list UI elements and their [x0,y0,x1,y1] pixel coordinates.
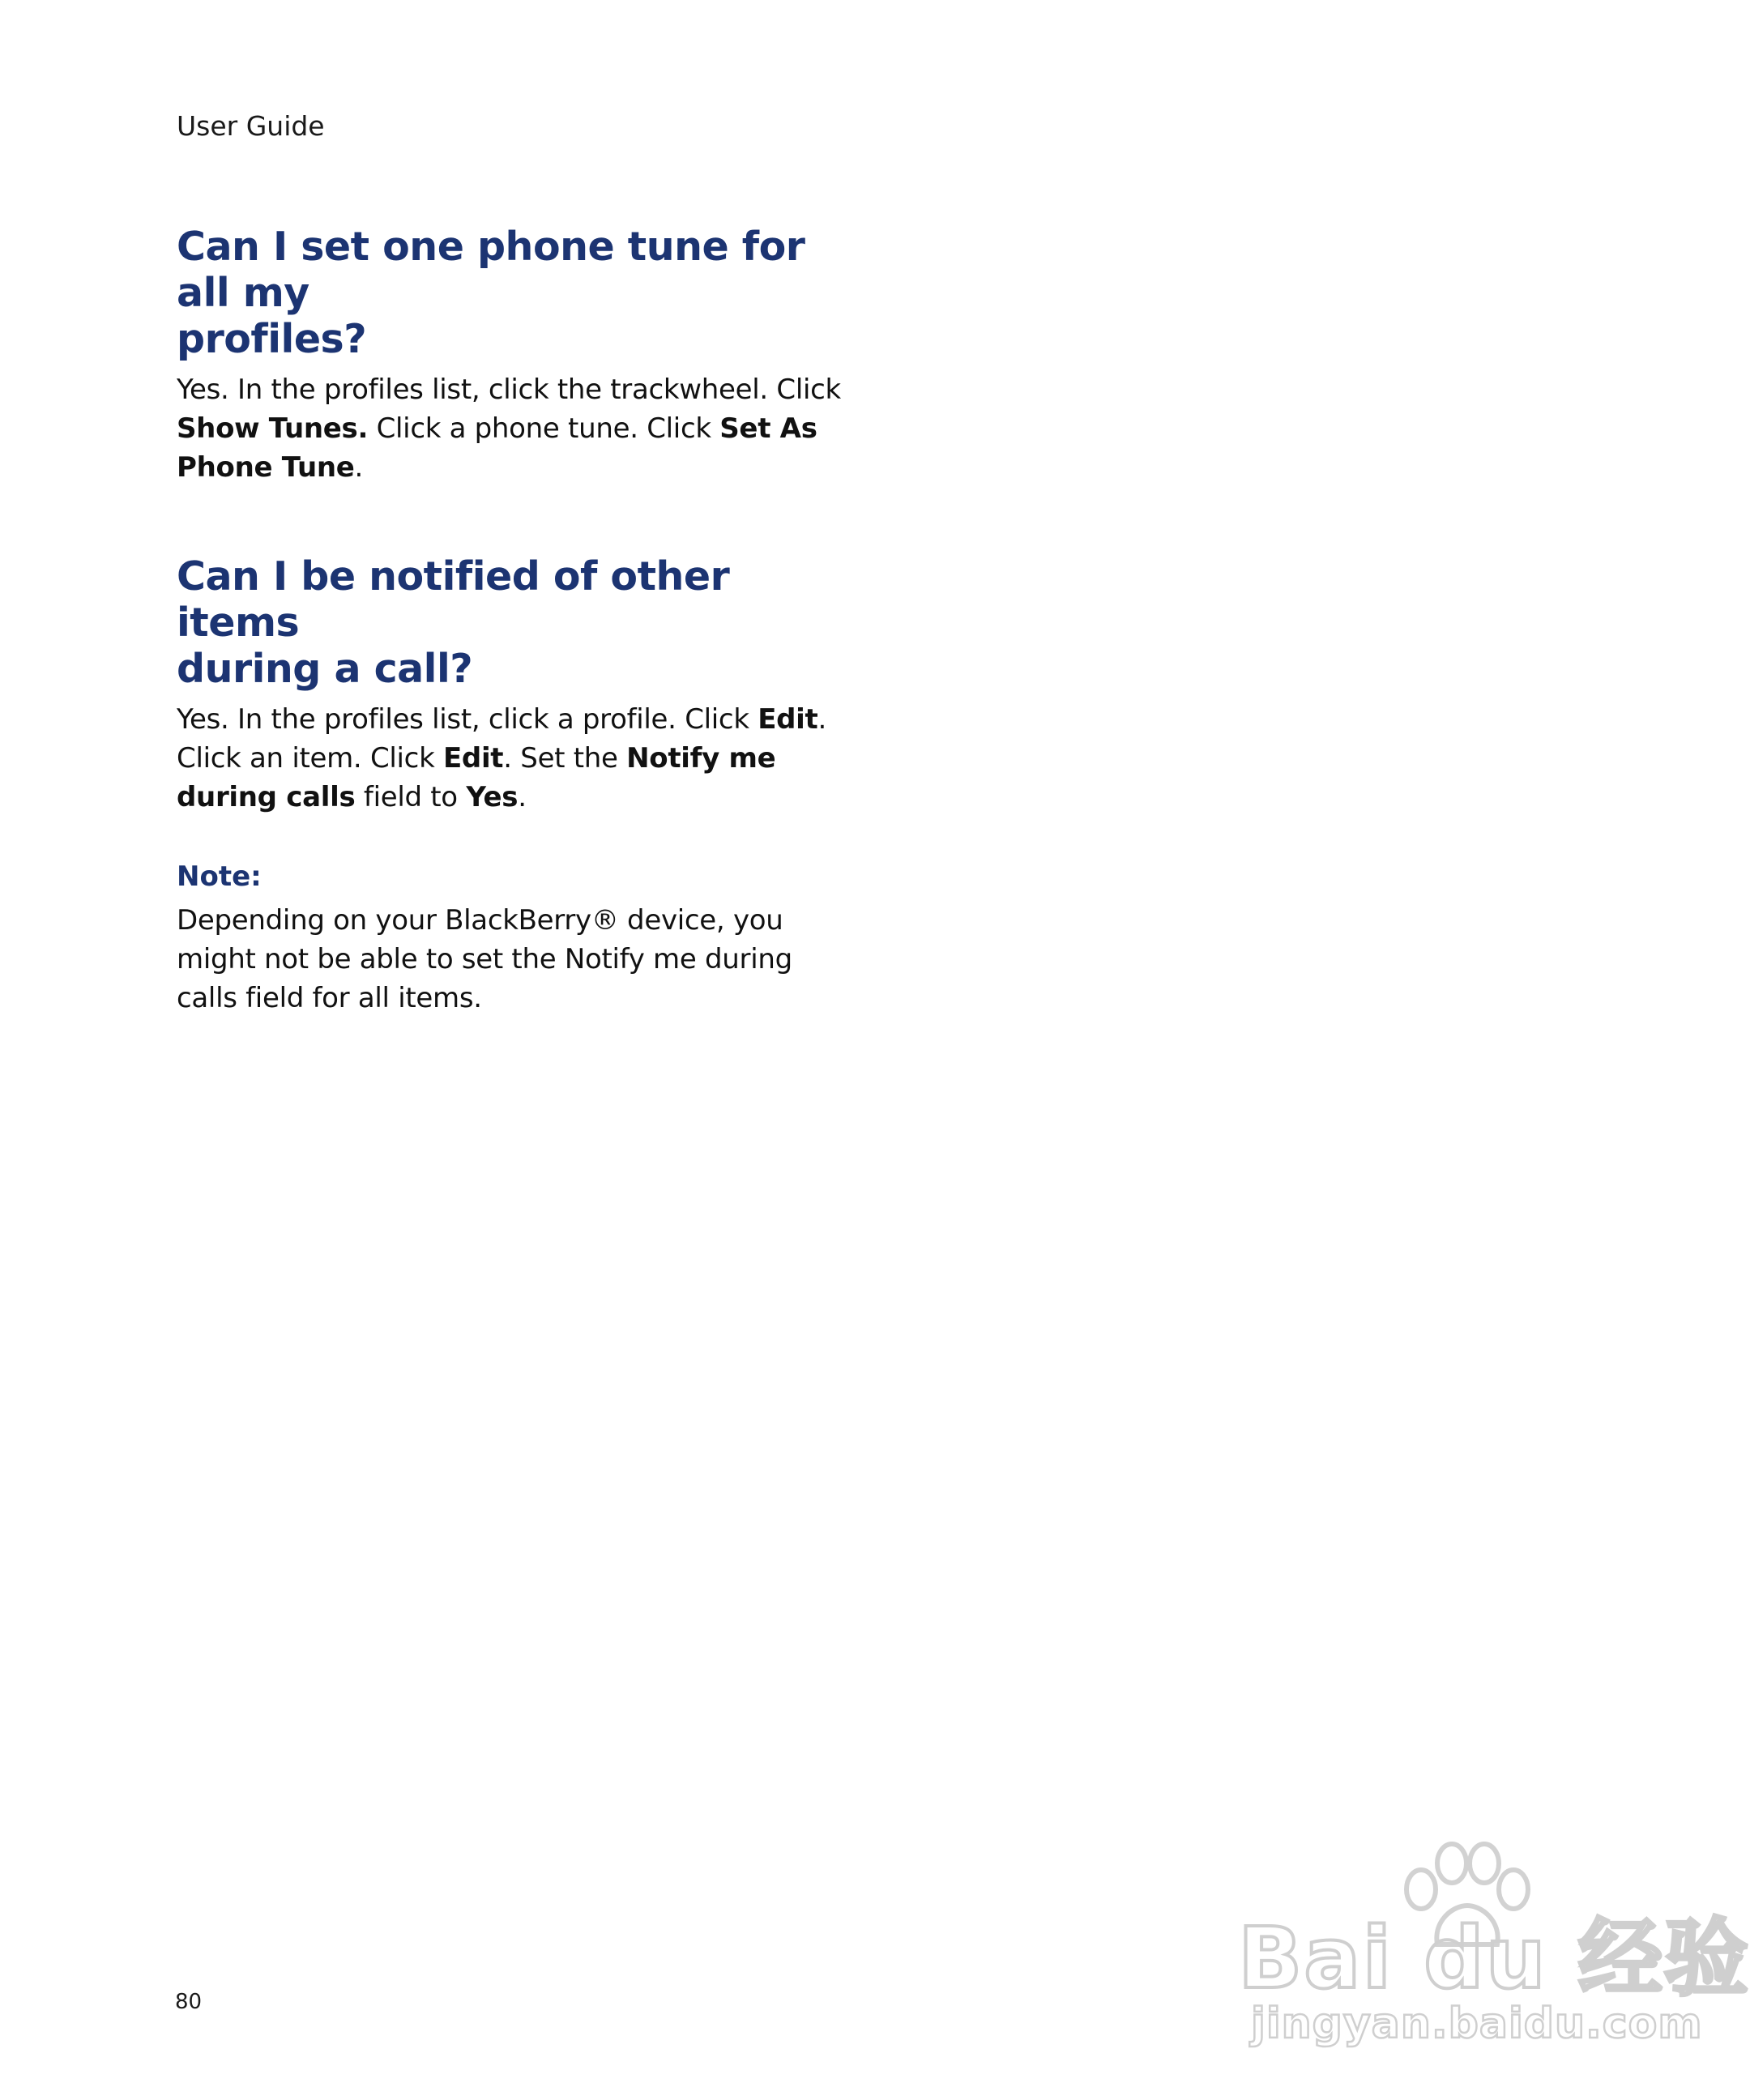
ui-term: Edit [758,703,818,736]
page-number: 80 [175,1990,203,2014]
ui-term: Notify me during calls [177,742,776,813]
body-text: Yes. In the profiles list, click a profile. Click [177,703,758,736]
body-text: Yes. In the profiles list, click the trackwheel. Click [177,373,841,406]
body-text: . [354,451,364,484]
section-body [177,370,857,487]
heading-line: during a call? [177,646,473,692]
note-text: Depending on your BlackBerry® device, you might not be able to set the Notify me during calls field for all items. [177,904,792,1014]
note-title: Note: [177,860,262,893]
section-heading [177,224,857,362]
body-text: . Click an item. Click [177,703,827,775]
body-text: field to [355,781,467,813]
ui-term: Set As Phone Tune [177,412,817,484]
heading-line: Can I set one phone tune for all my [177,224,805,316]
ui-term: Yes [466,781,519,813]
watermark [1238,1839,1750,2050]
section-phone-tune [177,224,857,487]
running-header: User Guide [177,110,325,142]
heading-line: Can I be notified of other items [177,553,730,646]
section-body [177,700,857,817]
body-text: Click a phone tune. Click [368,412,720,445]
section-notified-during-call [177,553,857,1018]
watermark-url: jingyan.baidu.com [1251,2000,1703,2048]
heading-line: profiles? [177,316,367,362]
ui-term: Show Tunes. [177,412,369,445]
watermark-brand: Bai du 经验 [1238,1909,1750,2008]
body-text: . Set the [503,742,627,775]
ui-term: Edit [442,742,504,775]
page-content [177,224,857,1018]
body-text: . [518,781,527,813]
section-heading [177,553,857,692]
